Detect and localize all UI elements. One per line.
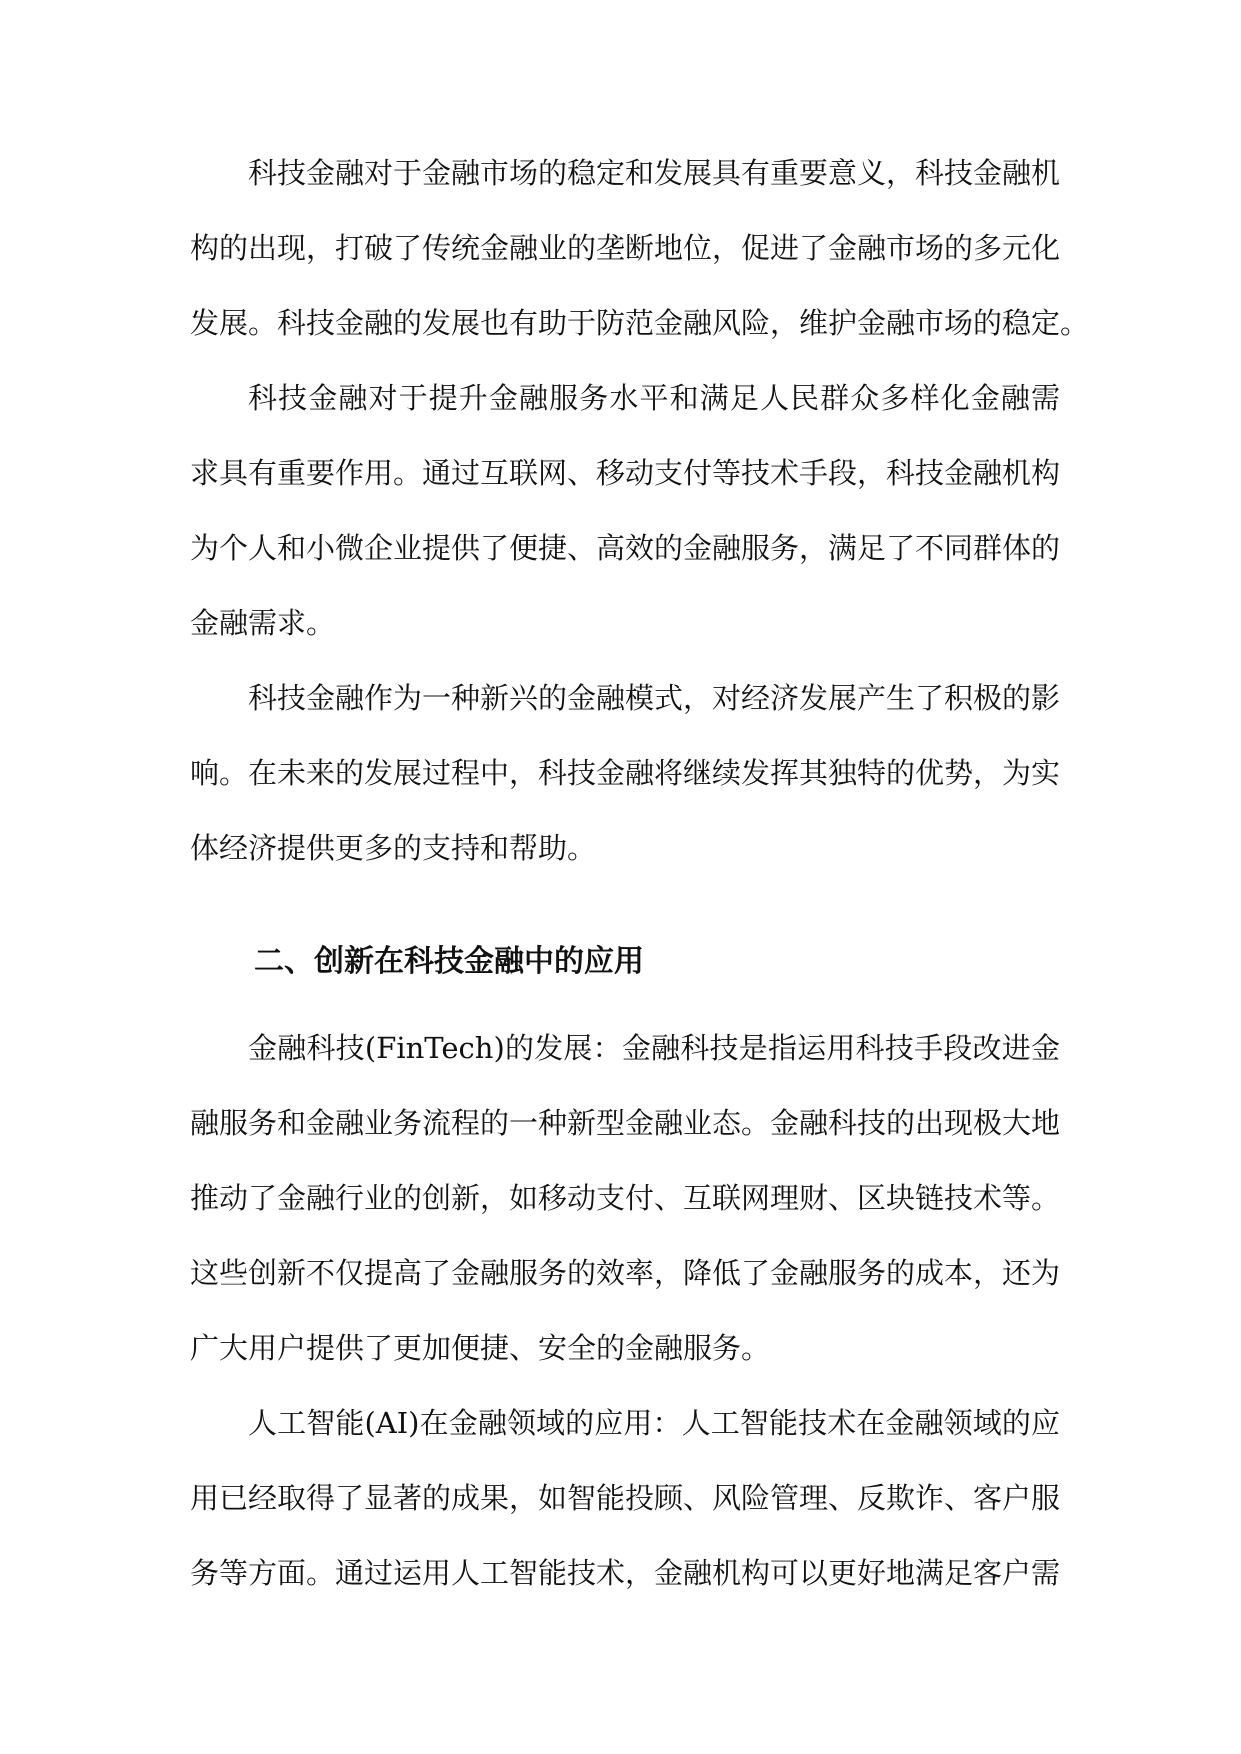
- paragraph-4-line-4: 这些创新不仅提高了金融服务的效率，降低了金融服务的成本，还为: [190, 1256, 1061, 1290]
- paragraph-4-line-5: 广大用户提供了更加便捷、安全的金融服务。: [190, 1331, 771, 1365]
- paragraph-5-line-1: 人工智能(AI)在金融领域的应用：人工智能技术在金融领域的应: [248, 1406, 1060, 1440]
- paragraph-2-line-3: 为个人和小微企业提供了便捷、高效的金融服务，满足了不同群体的: [190, 531, 1061, 565]
- paragraph-1-line-1: 科技金融对于金融市场的稳定和发展具有重要意义，科技金融机: [248, 156, 1061, 190]
- paragraph-3-line-1: 科技金融作为一种新兴的金融模式，对经济发展产生了积极的影: [248, 681, 1061, 715]
- section-heading: 二、创新在科技金融中的应用: [254, 944, 644, 979]
- paragraph-3-line-2: 响。在未来的发展过程中，科技金融将继续发挥其独特的优势，为实: [190, 756, 1061, 790]
- paragraph-5-line-3: 务等方面。通过运用人工智能技术，金融机构可以更好地满足客户需: [190, 1556, 1061, 1590]
- paragraph-4-line-2: 融服务和金融业务流程的一种新型金融业态。金融科技的出现极大地: [190, 1106, 1061, 1140]
- paragraph-2-line-2: 求具有重要作用。通过互联网、移动支付等技术手段，科技金融机构: [190, 456, 1061, 490]
- paragraph-4-line-1: 金融科技(FinTech)的发展：金融科技是指运用科技手段改进金: [248, 1031, 1060, 1065]
- paragraph-4-line-3: 推动了金融行业的创新，如移动支付、互联网理财、区块链技术等。: [190, 1181, 1061, 1215]
- paragraph-1-line-3: 发展。科技金融的发展也有助于防范金融风险，维护金融市场的稳定。: [190, 306, 1090, 340]
- paragraph-3-line-3: 体经济提供更多的支持和帮助。: [190, 831, 597, 865]
- paragraph-5-line-2: 用已经取得了显著的成果，如智能投顾、风险管理、反欺诈、客户服: [190, 1481, 1061, 1515]
- paragraph-2-line-4: 金融需求。: [190, 606, 336, 640]
- paragraph-2-line-1: 科技金融对于提升金融服务水平和满足人民群众多样化金融需: [248, 381, 1060, 415]
- paragraph-1-line-2: 构的出现，打破了传统金融业的垄断地位，促进了金融市场的多元化: [190, 231, 1061, 265]
